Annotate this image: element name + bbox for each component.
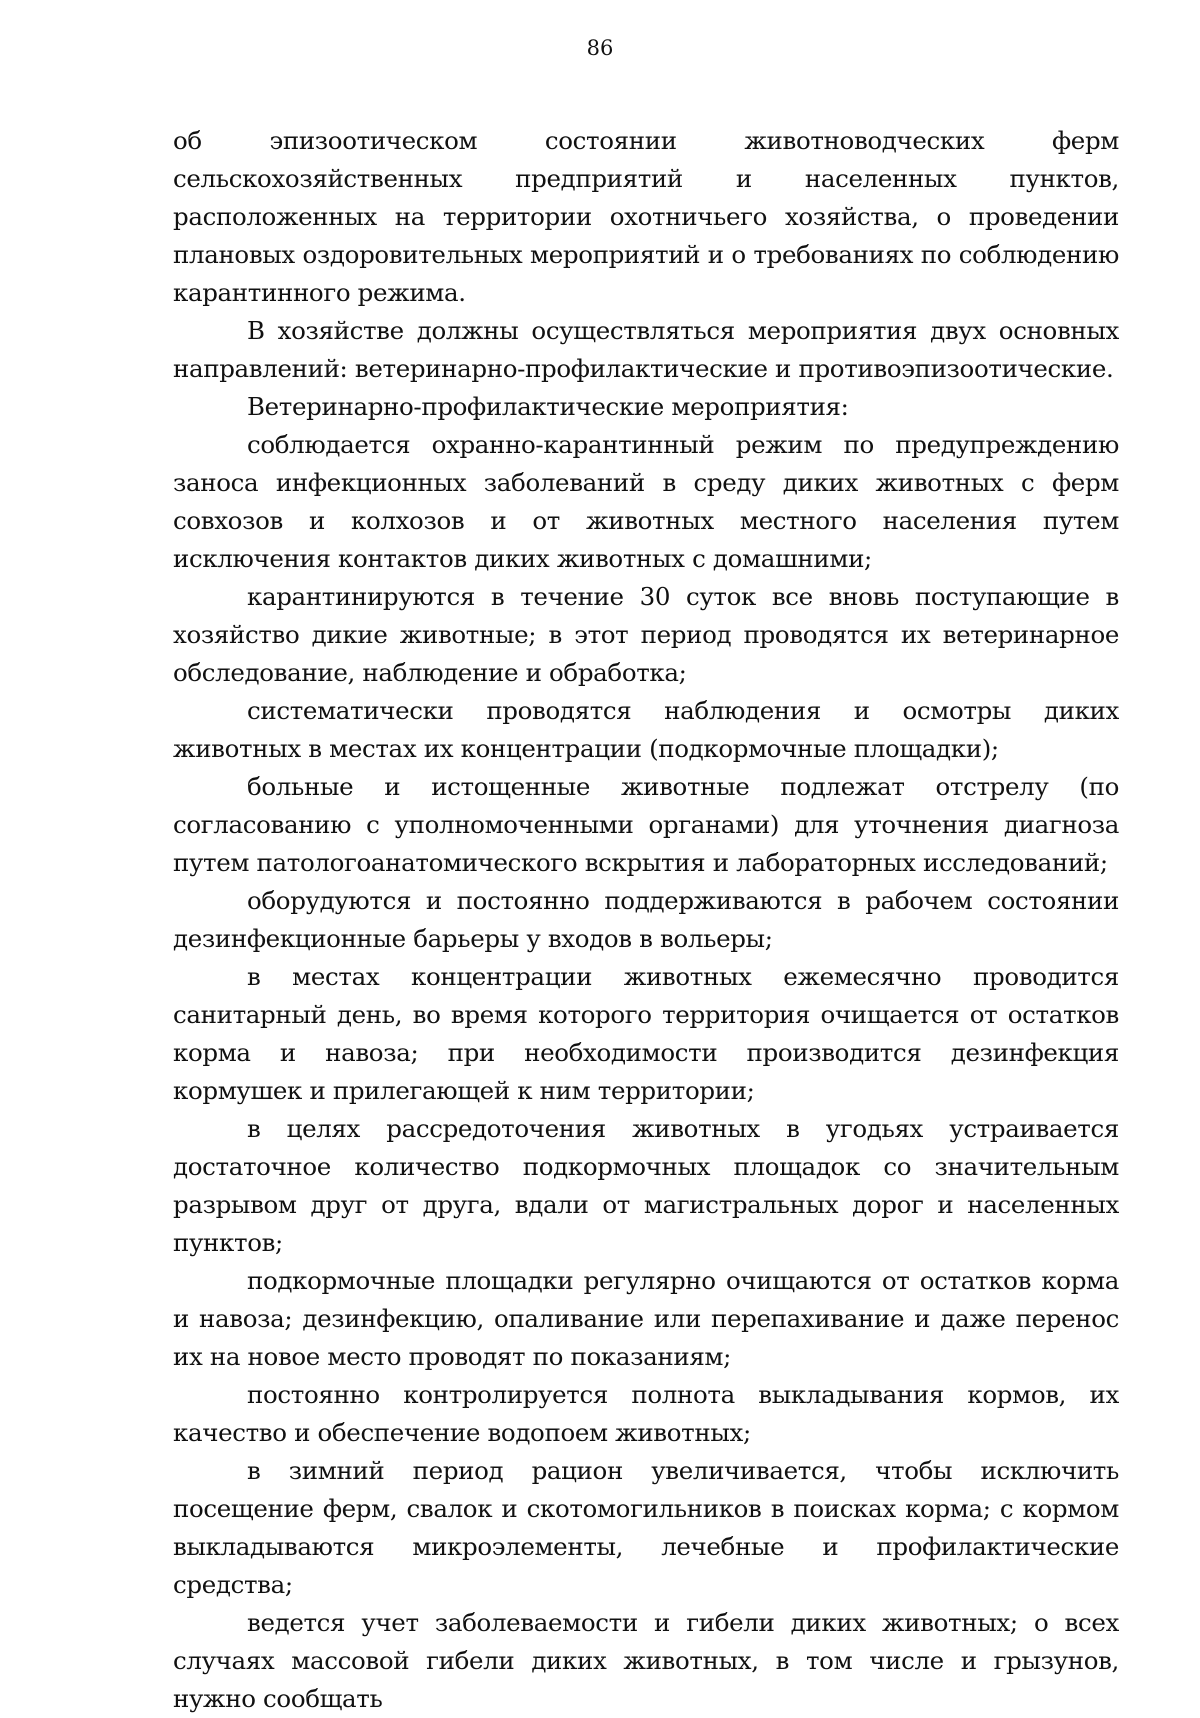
list-item-quarantine-regime: соблюдается охранно-карантинный режим по предупреждению заноса инфекционных заболеваний в среду диких животных с ферм совхозов и колхозов и от животных местного населения путем исключения контактов диких животных с домашними; <box>173 430 1119 573</box>
paragraph-directions: В хозяйстве должны осуществляться мероприятия двух основных направлений: ветеринарно-профилактические и противоэпизоотические. <box>173 316 1119 383</box>
list-item-winter-ration: в зимний период рацион увеличивается, чтобы исключить посещение ферм, свалок и скотомогильников в поисках корма; с кормом выкладываются микроэлементы, лечебные и профилактические средства; <box>173 1456 1119 1599</box>
paragraph-heading-measures: Ветеринарно-профилактические мероприятия: <box>247 392 849 421</box>
list-item-culling: больные и истощенные животные подлежат отстрелу (по согласованию с уполномоченными органами) для уточнения диагноза путем патологоанатомического вскрытия и лабораторных исследований; <box>173 772 1119 877</box>
list-item-feed-control: постоянно контролируется полнота выкладывания кормов, их качество и обеспечение водопоем животных; <box>173 1380 1119 1447</box>
list-item-sanitary-day: в местах концентрации животных ежемесячно проводится санитарный день, во время которого территория очищается от остатков корма и навоза; при необходимости производится дезинфекция кормушек и прилегающей к ним территории; <box>173 962 1119 1105</box>
list-item-disinfection-barriers: оборудуются и постоянно поддерживаются в рабочем состоянии дезинфекционные барьеры у входов в вольеры; <box>173 886 1119 953</box>
list-item-quarantine-30-days: карантинируются в течение 30 суток все вновь поступающие в хозяйство дикие животные; в этот период проводятся их ветеринарное обследование, наблюдение и обработка; <box>173 582 1119 687</box>
paragraph-continuation: об эпизоотическом состоянии животноводческих ферм сельскохозяйственных предприятий и населенных пунктов, расположенных на территории охотничьего хозяйства, о проведении плановых оздоровительных мероприятий и о требованиях по соблюдению карантинного режима. <box>173 126 1119 307</box>
list-item-feeding-sites: в целях рассредоточения животных в угодьях устраивается достаточное количество подкормочных площадок со значительным разрывом друг от друга, вдали от магистральных дорог и населенных пунктов; <box>173 1114 1119 1257</box>
list-item-site-cleaning: подкормочные площадки регулярно очищаются от остатков корма и навоза; дезинфекцию, опаливание или перепахивание и даже перенос их на новое место проводят по показаниям; <box>173 1266 1119 1371</box>
list-item-observation: систематически проводятся наблюдения и осмотры диких животных в местах их концентрации (подкормочные площадки); <box>173 696 1119 763</box>
page-number: 86 <box>586 36 614 60</box>
list-item-mortality-records: ведется учет заболеваемости и гибели диких животных; о всех случаях массовой гибели диких животных, в том числе и грызунов, нужно сообщать <box>173 1608 1119 1713</box>
page-body <box>173 122 1119 1718</box>
